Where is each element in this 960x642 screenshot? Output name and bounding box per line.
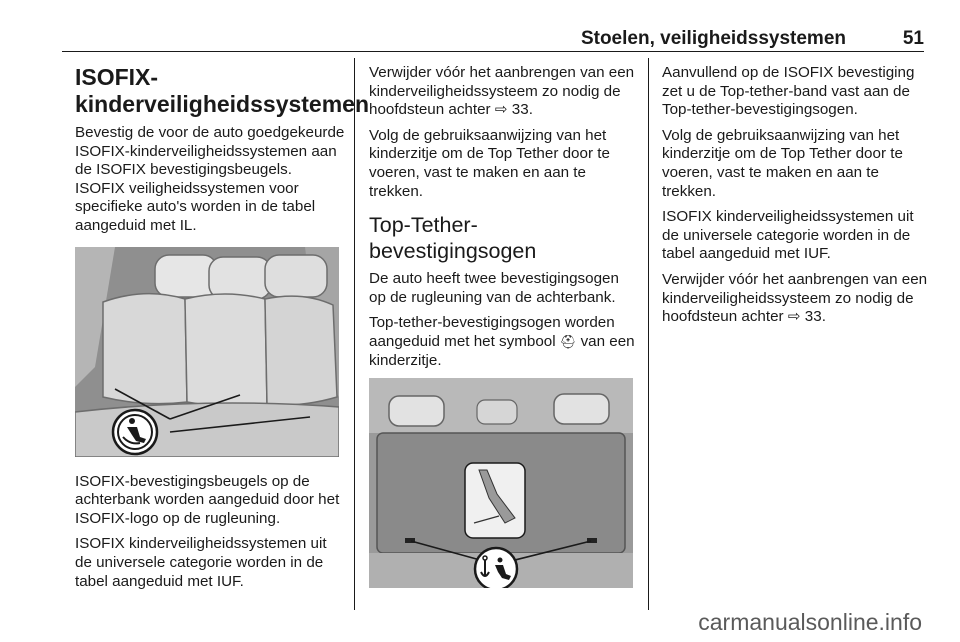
top-tether-child-seat-icon: ⛑ xyxy=(559,333,577,349)
page-header xyxy=(62,28,924,50)
section-title: Stoelen, veiligheidssystemen xyxy=(580,28,846,49)
top-tether-heading: Top-Tether-bevestigingsogen xyxy=(369,213,537,264)
remove-headrest-paragraph-2: Verwijder vóór het aanbrengen van een kinderveiligheidssysteem zo nodig de hoofdsteun achter ⇨ 33. xyxy=(662,270,928,326)
page-reference-arrow-icon: ⇨ xyxy=(494,101,508,119)
isofix-iuf-paragraph: ISOFIX kinderveiligheidssystemen uit de universele categorie worden in de tabel aangeduid met IUF. xyxy=(75,535,327,590)
tether-attach-paragraph: Aanvullend op de ISOFIX bevestiging zet u de Top-tether-band vast aan de Top-tether-bevestigingsogen. xyxy=(662,64,915,119)
column-3 xyxy=(662,64,930,334)
column-1 xyxy=(75,64,370,598)
watermark: carmanualsonline.info xyxy=(698,609,922,635)
page-reference-arrow-icon: ⇨ xyxy=(787,308,801,326)
isofix-heading: ISOFIX-kinderveiligheidssystemen xyxy=(75,64,370,117)
remove-headrest-paragraph: Verwijder vóór het aanbrengen van een kinderveiligheidssysteem zo nodig de hoofdsteun achter ⇨ 33. xyxy=(369,64,635,119)
tether-instructions-paragraph: Volg de gebruiksaanwijzing van het kinderzitje om de Top Tether door te voeren, vast te maken en aan te trekken. xyxy=(662,126,903,200)
rear-seat-isofix-figure xyxy=(75,247,339,457)
iuf-paragraph: ISOFIX kinderveiligheidssystemen uit de universele categorie worden in de tabel aangeduid met IUF. xyxy=(662,208,914,263)
top-tether-symbol-icon xyxy=(473,546,519,588)
column-divider-1 xyxy=(354,58,355,610)
column-2 xyxy=(369,64,637,588)
column-divider-2 xyxy=(648,58,649,610)
anchor-points-paragraph: De auto heeft twee bevestigingsogen op de rugleuning van de achterbank. xyxy=(369,270,619,306)
page-number: 51 xyxy=(902,28,924,49)
tether-symbol-paragraph: Top-tether-bevestigingsogen worden aangeduid met het symbool ⛑ van een kinderzitje. xyxy=(369,314,635,369)
isofix-figure-caption: ISOFIX-bevestigingsbeugels op de achterbank worden aangeduid door het ISOFIX-logo op de rugleuning. xyxy=(75,472,340,527)
header-rule xyxy=(62,51,924,52)
top-tether-instructions: Volg de gebruiksaanwijzing van het kinderzitje om de Top Tether door te voeren, vast te maken en aan te trekken. xyxy=(369,126,610,200)
isofix-intro: Bevestig de voor de auto goedgekeurde ISOFIX-kinderveiligheidssystemen aan de ISOFIX bevestigingsbeugels. ISOFIX veiligheidssystemen voor specifieke auto's worden in de tabel aangeduid met IL. xyxy=(75,124,345,234)
cargo-area-tether-figure xyxy=(369,378,633,588)
isofix-logo-icon xyxy=(110,407,160,457)
